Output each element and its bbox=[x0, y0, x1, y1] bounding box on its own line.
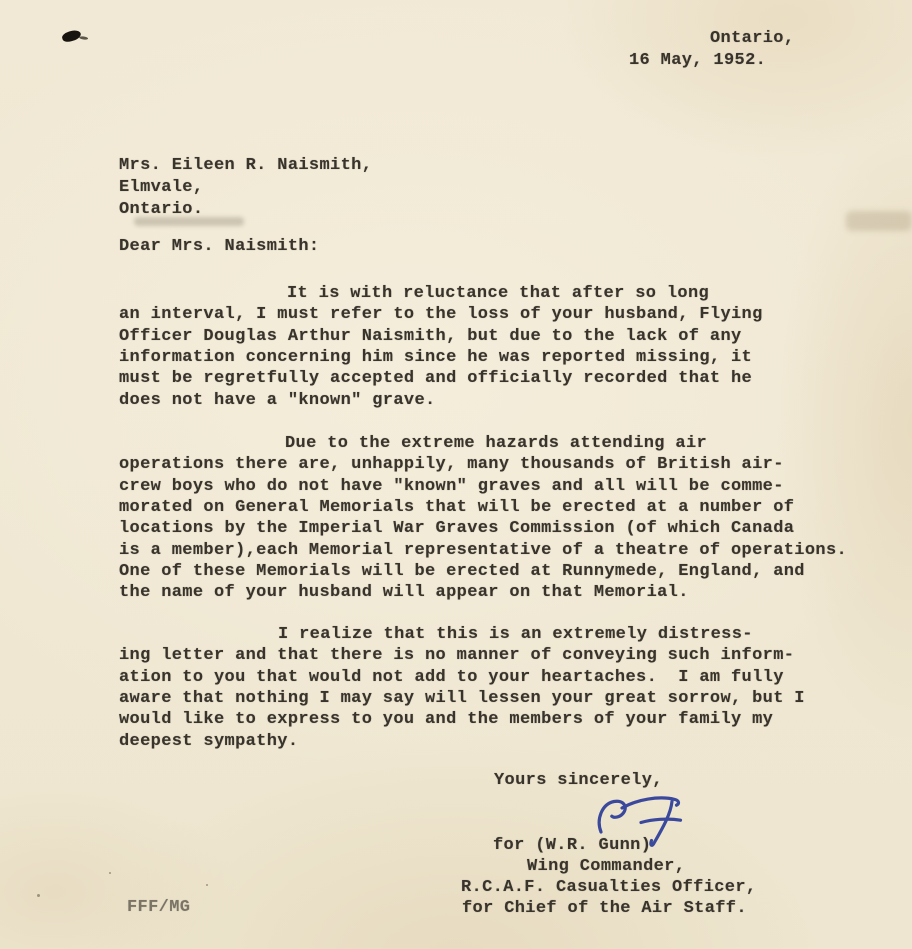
body-line: It is with reluctance that after so long bbox=[287, 284, 710, 303]
body-line: aware that nothing I may say will lessen your great sorrow, but I bbox=[119, 689, 805, 708]
signatory-rank: Wing Commander, bbox=[527, 857, 686, 876]
body-line: One of these Memorials will be erected at Runnymede, England, and bbox=[119, 562, 805, 581]
body-line: operations there are, unhappily, many thousands of British air- bbox=[119, 455, 784, 474]
signatory-office: R.C.A.F. Casualties Officer, bbox=[461, 878, 757, 897]
paper-speck bbox=[109, 872, 111, 874]
body-line: Officer Douglas Arthur Naismith, but due to the lack of any bbox=[119, 327, 742, 346]
body-line: is a member),each Memorial representative of a theatre of operations. bbox=[119, 541, 848, 560]
body-line: deepest sympathy. bbox=[119, 732, 299, 751]
ink-blot bbox=[61, 28, 82, 43]
recipient-name: Mrs. Eileen R. Naismith, bbox=[119, 156, 373, 175]
valediction: Yours sincerely, bbox=[494, 771, 663, 790]
paper-speck bbox=[206, 884, 208, 886]
body-line: ing letter and that there is no manner of conveying such inform- bbox=[119, 646, 795, 665]
body-line: I realize that this is an extremely distress- bbox=[278, 625, 753, 644]
recipient-town: Elmvale, bbox=[119, 178, 204, 197]
body-line: locations by the Imperial War Graves Commission (of which Canada bbox=[119, 519, 795, 538]
body-line: crew boys who do not have "known" graves and all will be comme- bbox=[119, 477, 784, 496]
body-line: does not have a "known" grave. bbox=[119, 391, 436, 410]
body-line: morated on General Memorials that will be erected at a number of bbox=[119, 498, 795, 517]
signatory-for-line: for (W.R. Gunn) bbox=[493, 836, 652, 855]
salutation: Dear Mrs. Naismith: bbox=[119, 237, 320, 256]
edge-smudge bbox=[846, 211, 912, 231]
body-line: must be regretfully accepted and officially recorded that he bbox=[119, 369, 753, 388]
body-line: Due to the extreme hazards attending air bbox=[285, 434, 708, 453]
body-line: information concerning him since he was reported missing, it bbox=[119, 348, 753, 367]
signatory-on-behalf: for Chief of the Air Staff. bbox=[462, 899, 747, 918]
body-line: ation to you that would not add to your heartaches. I am fully bbox=[119, 668, 784, 687]
body-line: would like to express to you and the members of your family my bbox=[119, 710, 774, 729]
letter-place: Ontario, bbox=[710, 29, 795, 48]
body-line: the name of your husband will appear on that Memorial. bbox=[119, 583, 689, 602]
body-line: an interval, I must refer to the loss of your husband, Flying bbox=[119, 305, 763, 324]
reference-initials: FFF/MG bbox=[127, 898, 191, 917]
letter-date: 16 May, 1952. bbox=[629, 51, 767, 70]
paper-speck bbox=[37, 894, 40, 897]
recipient-province: Ontario. bbox=[119, 200, 204, 219]
